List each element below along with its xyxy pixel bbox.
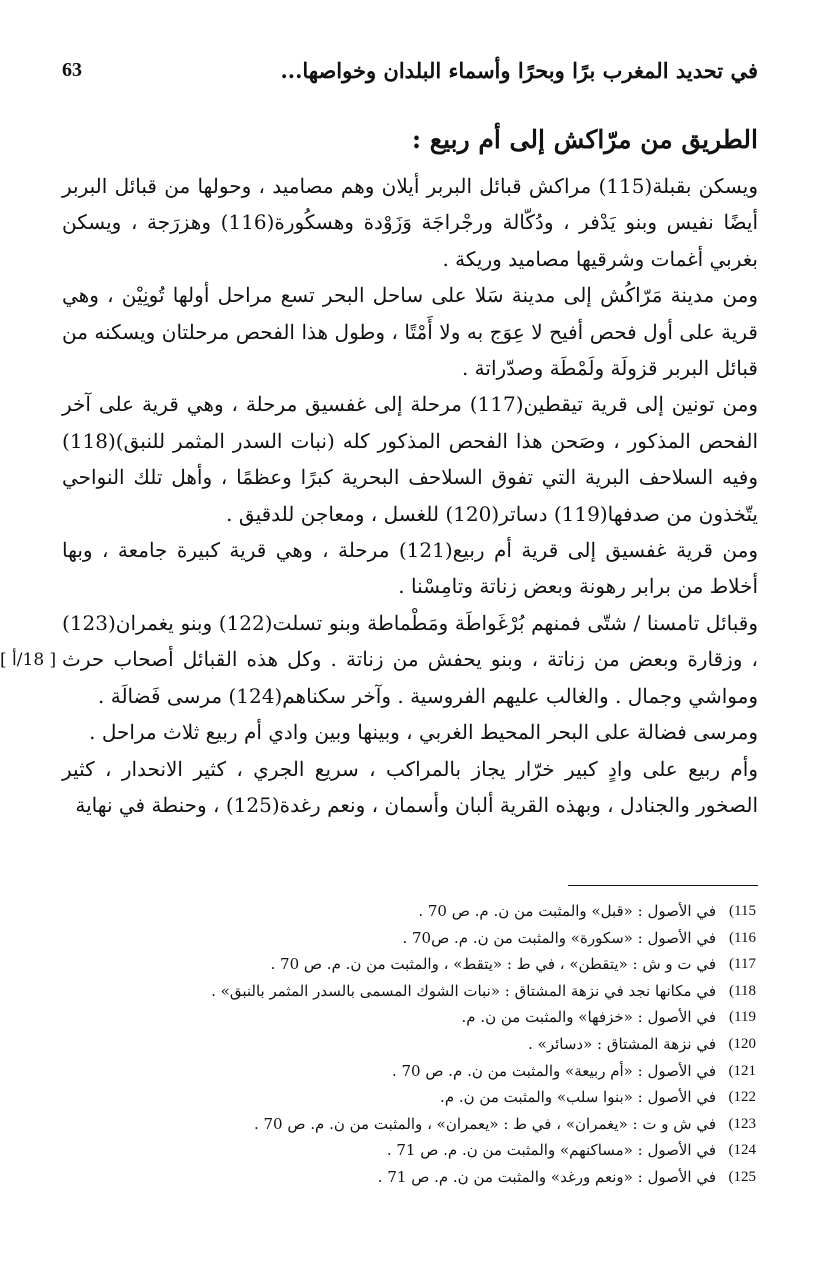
footnote-separator: [568, 885, 758, 886]
paragraph: ومن مدينة مَرّاكُش إلى مدينة سَلا على ساحل البحر تسع مراحل أولها تُونِيْن ، وهي قرية على أول فحص أفيح لا عِوَج به ولا أَمْتًا ، وطول هذا الفحص مرحلتان ويسكنه من قبائل البربر قزولَة ولَمْطَة وصدّراتة .: [62, 283, 758, 381]
paragraph: ويسكن بقبلة(115) مراكش قبائل البربر أيلان وهم مصاميد ، وحولها من قبائل البربر أيضًا نفيس وبنو يَدْفر ، ودُكّالة ورجْراجَة وَزَوْدة وهسكُورة(116) وهزرَجة ، ويسكن بغربي أغمات وشرقيها مصاميد وريكة .: [62, 174, 759, 271]
footnote-text: في الأصول : «خزفها» والمثبت من ن. م.: [461, 1008, 716, 1027]
footnote-text: في الأصول : «بنوا سلب» والمثبت من ن. م.: [440, 1088, 716, 1107]
footnote-text: في الأصول : «سكورة» والمثبت من ن. م. ص70 .: [402, 928, 716, 947]
manuscript-folio-note: [ 18/أ ]: [0, 650, 57, 670]
footnote-number: 118): [729, 982, 756, 999]
footnote-text: في مكانها نجد في نزهة المشتاق : «نبات الشوك المسمى بالسدر المثمر بالنبق» .: [211, 981, 716, 1000]
footnote: [62, 1058, 756, 1085]
footnote-number: 124): [728, 1142, 756, 1159]
footnote-number: 119): [729, 1009, 756, 1026]
footnote-text: في الأصول : «ونعم ورغد» والمثبت من ن. م. ص 71 .: [377, 1167, 716, 1186]
footnote: [62, 925, 756, 952]
body-text: [62, 168, 758, 823]
footnote-text: في الأصول : «أم ربيعة» والمثبت من ن. م. ص 70 .: [391, 1061, 716, 1080]
footnote: [62, 978, 756, 1005]
footnote-text: في ش و ت : «يغمران» ، في ط : «يعمران» ، والمثبت من ن. م. ص 70 .: [253, 1114, 716, 1133]
footnote-text: في الأصول : «قبل» والمثبت من ن. م. ص 70 .: [418, 902, 716, 920]
paragraph: ومن قرية غفسيق إلى قرية أم ربيع(121) مرحلة ، وهي قرية كبيرة جامعة ، وبها أخلاط من برابر رهونة وبعض زناتة وتامِسْنا .: [62, 538, 758, 599]
footnote: [62, 1084, 756, 1111]
page-header: [62, 52, 758, 88]
footnote: [62, 1164, 756, 1191]
footnotes-list: [62, 898, 756, 1191]
footnote: [62, 1004, 756, 1031]
paragraph: وقبائل تامسنا / شتّى فمنهم بُرْغَواطَة ومَطْماطة وبنو تسلت(122) وبنو يغمران(123) ، وزقارة وبعض من زناتة ، وبنو يحفش من زناتة . وكل هذه القبائل أصحاب حرث ومواشي وجمال . والغالب عليهم الفروسية . وآخر سكناهم(124) مرسى فَضالَة .: [62, 610, 758, 708]
footnote-number: 117): [729, 956, 756, 973]
paragraph: ومرسى فضالة على البحر المحيط الغربي ، وبينها وبين وادي أم ربيع ثلاث مراحل .: [89, 720, 758, 745]
footnote-text: في الأصول : «مساكنهم» والمثبت من ن. م. ص 71 .: [386, 1141, 716, 1160]
footnote-number: 115): [729, 903, 756, 919]
footnote: [62, 1137, 756, 1164]
footnote-text: في نزهة المشتاق : «دسائر» .: [528, 1034, 716, 1053]
footnote-number: 123): [728, 1115, 756, 1132]
running-title: في تحديد المغرب برًا وبحرًا وأسماء البلدان وخواصها...: [280, 57, 758, 83]
footnote: [62, 951, 756, 978]
footnote: [62, 1031, 756, 1058]
footnote-text: في ت و ش : «يتقطن» ، في ط : «يتقط» ، والمثبت من ن. م. ص 70 .: [270, 955, 716, 974]
footnote-number: 116): [729, 929, 756, 946]
paragraph: وأم ربيع على وادٍ كبير خرّار يجاز بالمراكب ، سريع الجري ، كثير الانحدار ، كثير الصخور والجنادل ، وبهذه القرية ألبان وأسمان ، ونعم رغدة(125) ، وحنطة في نهاية: [62, 756, 758, 817]
footnote-number: 122): [728, 1089, 756, 1106]
footnote: [62, 898, 756, 925]
footnote-number: 121): [728, 1062, 756, 1079]
section-title: الطريق من مرّاكش إلى أم ربيع :: [411, 125, 758, 154]
footnote-number: 120): [728, 1035, 756, 1052]
footnote-number: 125): [728, 1168, 756, 1185]
paragraph: ومن تونين إلى قرية تيقطين(117) مرحلة إلى غفسيق مرحلة ، وهي قرية على آخر الفحص المذكور ، وصَحن هذا الفحص المذكور كله (نبات السدر المثمر للنبق)(118) وفيه السلاحف البرية التي تفوق السلاحف البحرية كبرًا وعظمًا ، وأهل تلك النواحي يتّخذون من صدفها(119) دساتر(120) للغسل ، ومعاجن للدقيق .: [62, 392, 758, 526]
footnote: [62, 1111, 756, 1138]
page-number: 63: [62, 58, 82, 81]
